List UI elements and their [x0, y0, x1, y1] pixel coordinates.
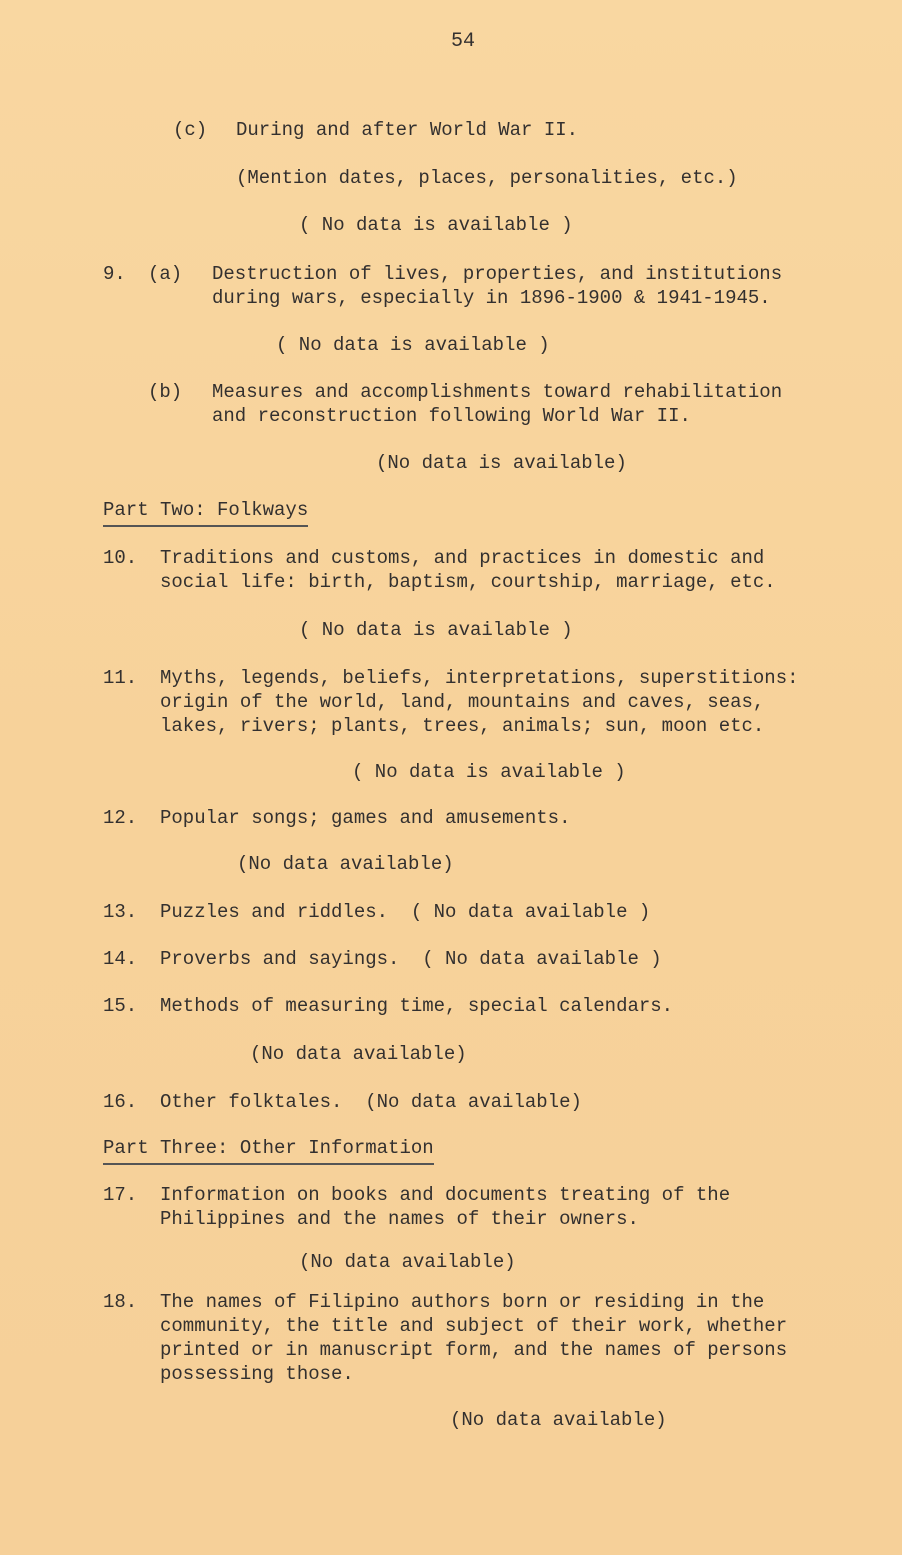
page-number: 54: [451, 30, 476, 53]
item-10-line-1: Traditions and customs, and practices in domestic and: [160, 547, 765, 569]
item-12-nodata: (No data available): [237, 853, 454, 875]
item-9b-label: (b): [148, 381, 183, 403]
item-c-label: (c): [173, 119, 208, 141]
item-17-line-1: Information on books and documents treating of the: [160, 1184, 731, 1206]
item-11-line-1: Myths, legends, beliefs, interpretations, superstitions:: [160, 667, 799, 689]
item-14-number: 14.: [103, 948, 138, 970]
item-12-number: 12.: [103, 807, 138, 829]
item-10-nodata: ( No data is available ): [299, 619, 573, 641]
item-9a-line-2: during wars, especially in 1896-1900 & 1941-1945.: [212, 287, 771, 309]
item-15-nodata: (No data available): [250, 1043, 467, 1065]
item-15-text: Methods of measuring time, special calendars.: [160, 995, 674, 1017]
item-13-number: 13.: [103, 901, 138, 923]
item-c-mention: (Mention dates, places, personalities, etc.): [236, 167, 738, 189]
item-9b-nodata: (No data is available): [376, 452, 627, 474]
item-13-text: Puzzles and riddles. ( No data available ): [160, 901, 651, 923]
item-9a-line-1: Destruction of lives, properties, and institutions: [212, 263, 783, 285]
item-17-line-2: Philippines and the names of their owners.: [160, 1208, 639, 1230]
item-17-nodata: (No data available): [299, 1251, 516, 1273]
item-16-text: Other folktales. (No data available): [160, 1091, 582, 1113]
item-18-number: 18.: [103, 1291, 138, 1313]
item-9a-nodata: ( No data is available ): [276, 334, 550, 356]
item-10-number: 10.: [103, 547, 138, 569]
item-c-text: During and after World War II.: [236, 119, 579, 141]
item-10-line-2: social life: birth, baptism, courtship, marriage, etc.: [160, 571, 776, 593]
item-12-text: Popular songs; games and amusements.: [160, 807, 571, 829]
item-15-number: 15.: [103, 995, 138, 1017]
item-16-number: 16.: [103, 1091, 138, 1113]
item-11-line-2: origin of the world, land, mountains and caves, seas,: [160, 691, 765, 713]
item-17-number: 17.: [103, 1184, 138, 1206]
item-18-line-1: The names of Filipino authors born or residing in the: [160, 1291, 765, 1313]
item-18-nodata: (No data available): [450, 1409, 667, 1431]
item-11-nodata: ( No data is available ): [352, 761, 626, 783]
item-18-line-2: community, the title and subject of their work, whether: [160, 1315, 788, 1337]
item-11-line-3: lakes, rivers; plants, trees, animals; sun, moon etc.: [160, 715, 765, 737]
item-18-line-4: possessing those.: [160, 1363, 354, 1385]
item-18-line-3: printed or in manuscript form, and the names of persons: [160, 1339, 788, 1361]
item-9a-label: (a): [148, 263, 183, 285]
item-9-number: 9.: [103, 263, 126, 285]
item-9b-line-2: and reconstruction following World War II.: [212, 405, 691, 427]
item-c-nodata: ( No data is available ): [299, 214, 573, 236]
item-9b-line-1: Measures and accomplishments toward rehabilitation: [212, 381, 783, 403]
item-11-number: 11.: [103, 667, 138, 689]
part-two-heading: Part Two: Folkways: [103, 498, 308, 527]
item-14-text: Proverbs and sayings. ( No data available ): [160, 948, 662, 970]
part-three-heading: Part Three: Other Information: [103, 1136, 434, 1165]
